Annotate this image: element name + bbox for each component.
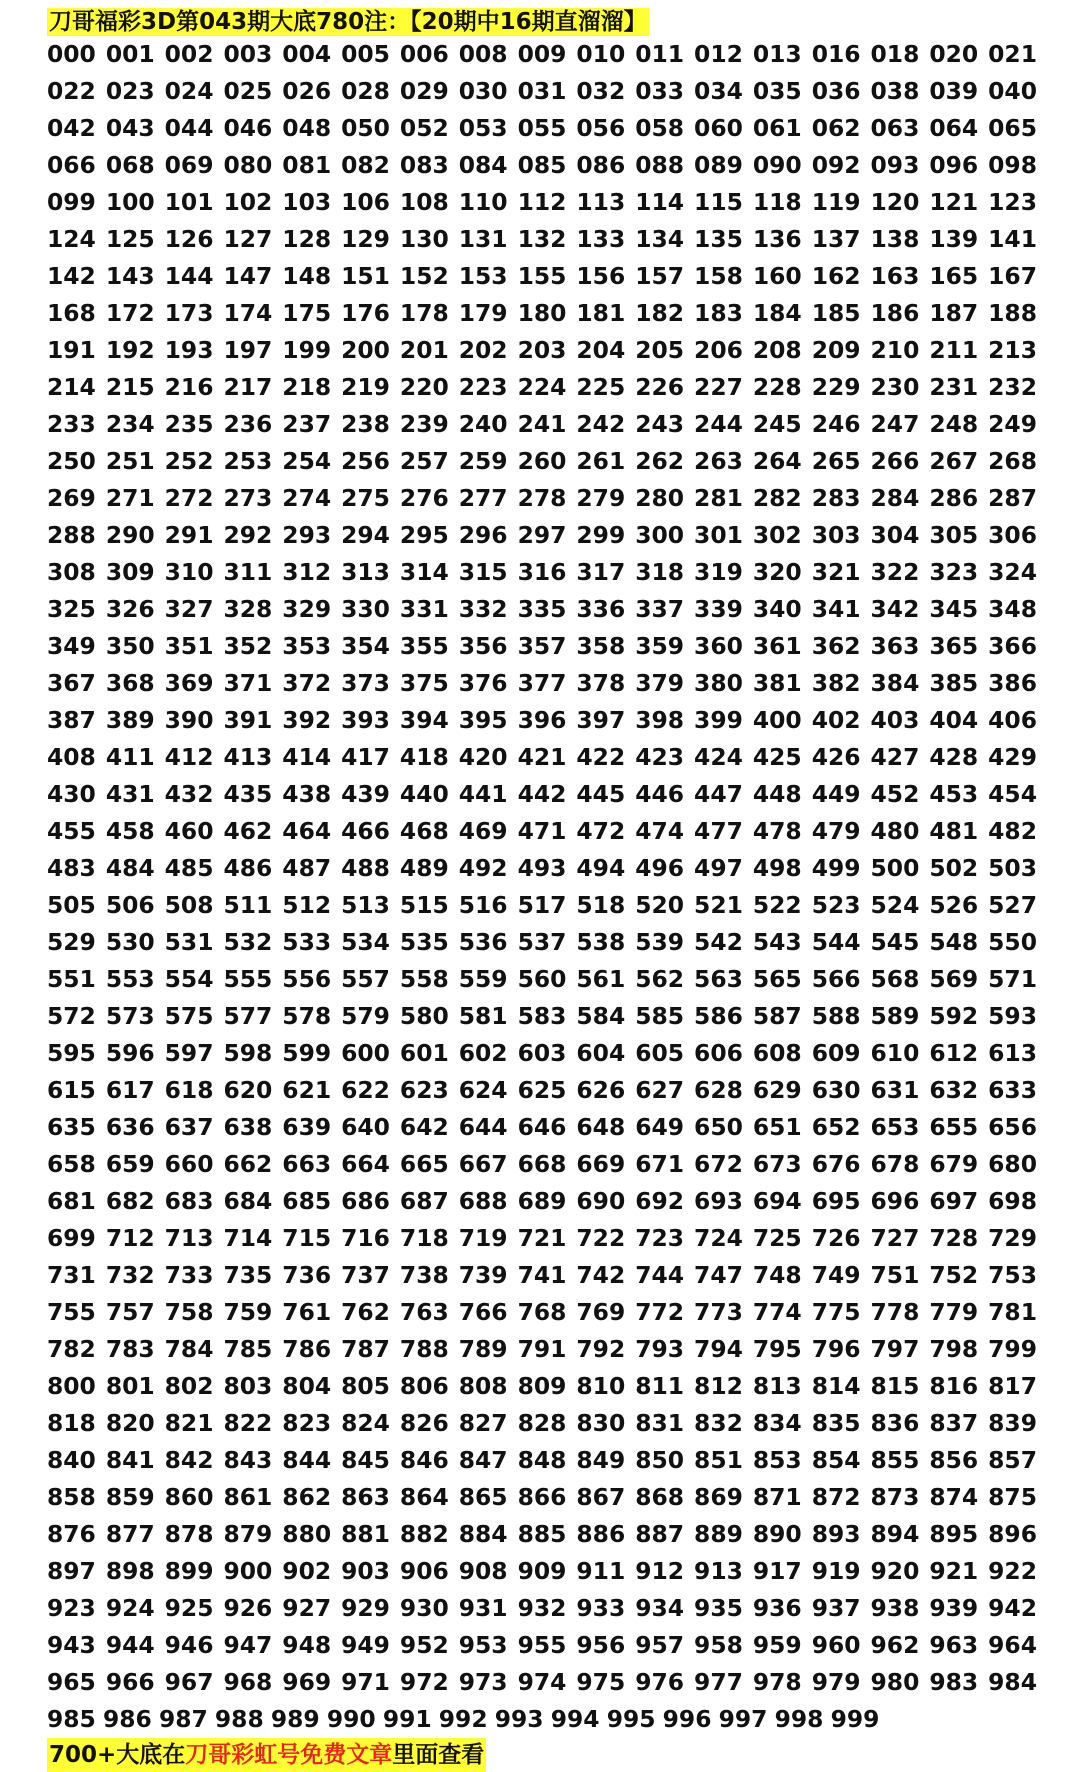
footer-prefix: 700+大底在 — [49, 1742, 186, 1768]
footer-suffix: 里面查看 — [392, 1742, 485, 1768]
footer-note — [47, 1738, 486, 1772]
number-list: 000 001 002 003 004 005 006 008 009 010 011 012 013 016 018 020 021 022 023 024 025 026 028 029 030 031 032 033 034 035 036 038 039 040 042 043 044 046 048 050 052 053 055 056 058 060 061 062 063 064 065 066 068 069 080 081 082 083 084 085 086 088 089 090 092 093 096 098 099 100 101 102 103 106 108 110 112 113 114 115 118 119 120 121 123 124 125 126 127 128 129 130 131 132 133 134 135 136 137 138 139 141 142 143 144 147 148 151 152 153 155 156 157 158 160 162 163 165 167 168 172 173 174 175 176 178 179 180 181 182 183 184 185 186 187 188 191 192 193 197 199 200 201 202 203 204 205 206 208 209 210 211 213 214 215 216 217 218 219 220 223 224 225 226 227 228 229 230 231 232 233 234 235 236 237 238 239 240 241 242 243 244 245 246 247 248 249 250 251 252 253 254 256 257 259 260 261 262 263 264 265 266 267 268 269 271 272 273 274 275 276 277 278 279 280 281 282 283 284 286 287 288 290 291 292 293 294 295 296 297 299 300 301 302 303 304 305 306 308 309 310 311 312 313 314 315 316 317 318 319 320 321 322 323 324 325 326 327 328 329 330 331 332 335 336 337 339 340 341 342 345 348 349 350 351 352 353 354 355 356 357 358 359 360 361 362 363 365 366 367 368 369 371 372 373 375 376 377 378 379 380 381 382 384 385 386 387 389 390 391 392 393 394 395 396 397 398 399 400 402 403 404 406 408 411 412 413 414 417 418 420 421 422 423 424 425 426 427 428 429 430 431 432 435 438 439 440 441 442 445 446 447 448 449 452 453 454 455 458 460 462 464 466 468 469 471 472 474 477 478 479 480 481 482 483 484 485 486 487 488 489 492 493 494 496 497 498 499 500 502 503 505 506 508 511 512 513 515 516 517 518 520 521 522 523 524 526 527 529 530 531 532 533 534 535 536 537 538 539 542 543 544 545 548 550 551 553 554 555 556 557 558 559 560 561 562 563 565 566 568 569 571 572 573 575 577 578 579 580 581 583 584 585 586 587 588 589 592 593 595 596 597 598 599 600 601 602 603 604 605 606 608 609 610 612 613 615 617 618 620 621 622 623 624 625 626 627 628 629 630 631 632 633 635 636 637 638 639 640 642 644 646 648 649 650 651 652 653 655 656 658 659 660 662 663 664 665 667 668 669 671 672 673 676 678 679 680 681 682 683 684 685 686 687 688 689 690 692 693 694 695 696 697 698 699 712 713 714 715 716 718 719 721 722 723 724 725 726 727 728 729 731 732 733 735 736 737 738 739 741 742 744 747 748 749 751 752 753 755 757 758 759 761 762 763 766 768 769 772 773 774 775 778 779 781 782 783 784 785 786 787 788 789 791 792 793 794 795 796 797 798 799 800 801 802 803 804 805 806 808 809 810 811 812 813 814 815 816 817 818 820 821 822 823 824 826 827 828 830 831 832 834 835 836 837 839 840 841 842 843 844 845 846 847 848 849 850 851 853 854 855 856 857 858 859 860 861 862 863 864 865 866 867 868 869 871 872 873 874 875 876 877 878 879 880 881 882 884 885 886 887 889 890 893 894 895 896 897 898 899 900 902 903 906 908 909 911 912 913 917 919 920 921 922 923 924 925 926 927 929 930 931 932 933 934 935 936 937 938 939 942 943 944 946 947 948 949 952 953 955 956 957 958 959 960 962 963 964 965 966 967 968 969 971 972 973 974 975 976 977 978 979 980 983 984 985 986 987 988 989 990 991 992 993 994 995 996 997 998 999 — [47, 40, 1037, 1733]
footer-article-link: 刀哥彩虹号免费文章 — [185, 1742, 393, 1768]
document-title: 刀哥福彩3D第043期大底780注：【20期中16期直溜溜】 — [49, 9, 647, 35]
